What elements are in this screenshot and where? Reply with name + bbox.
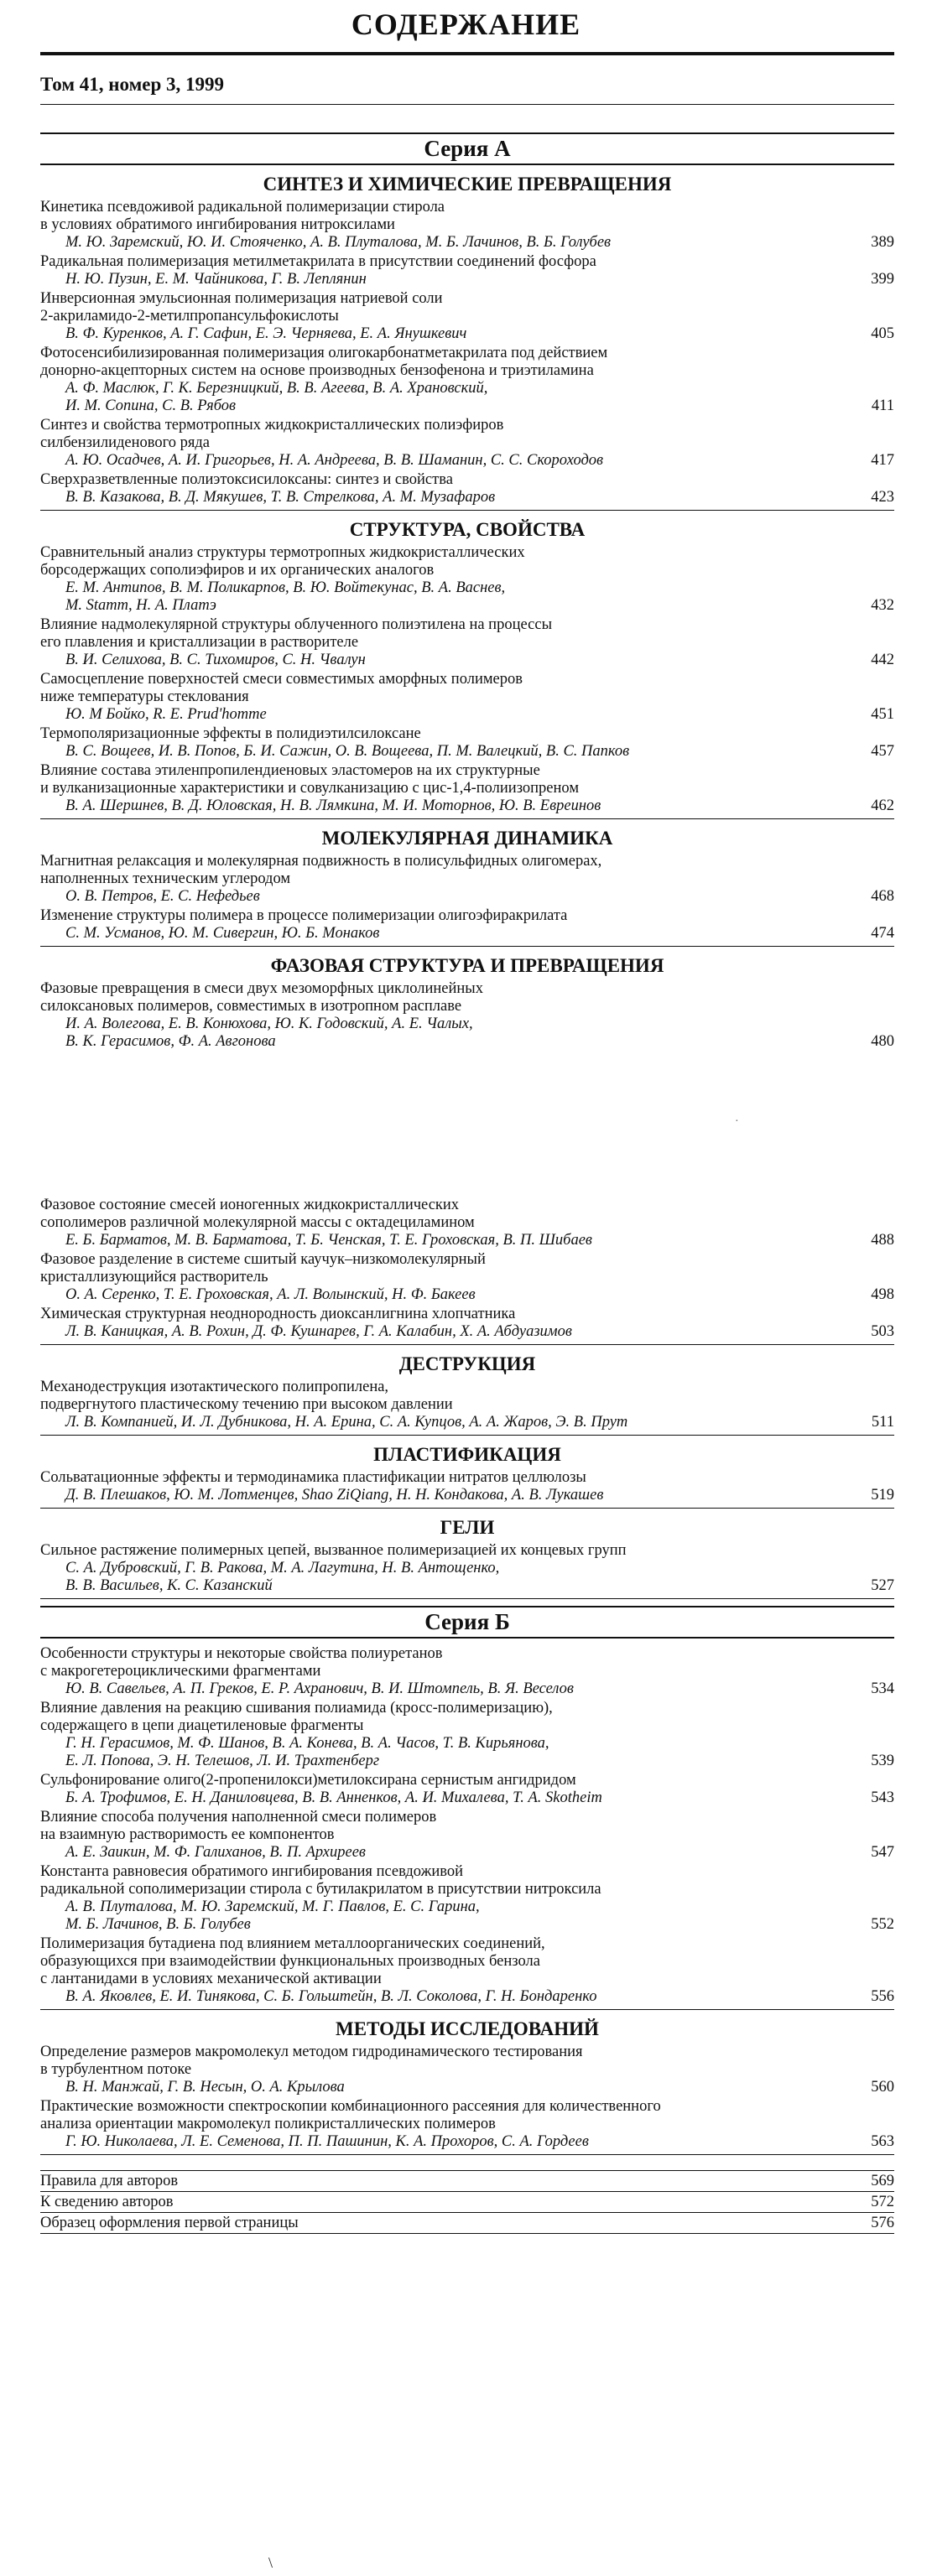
toc-section (40, 1515, 894, 1599)
section-rule (40, 1598, 894, 1599)
issue-line: Том 41, номер 3, 1999 (40, 74, 225, 95)
article-title: Константа равновесия обратимого ингибирования псевдоживой радикальной сополимеризации стирола с бутилакрилатом в присутствии нитроксила (40, 1863, 601, 1898)
article-authors: В. С. Вощеев, И. В. Попов, Б. И. Сажин, О. В. Вощеева, П. М. Валецкий, В. С. Папков (65, 743, 630, 760)
page-number: 519 (871, 1487, 894, 1504)
article-authors: М. Ю. Заремский, Ю. И. Стояченко, А. В. Плуталова, М. Б. Лачинов, В. Б. Голубев (65, 234, 612, 251)
article-title: Фазовые превращения в смеси двух мезоморфных циклолинейных силоксановых полимеров, совместимых в изотропном расплаве (40, 980, 483, 1015)
page-number: 480 (871, 1033, 894, 1050)
article-authors: Ю. В. Савельев, А. П. Греков, Е. Р. Ахранович, В. И. Штомпель, В. Я. Веселов (65, 1680, 574, 1697)
article-title: Фотосенсибилизированная полимеризация олигокарбонатметакрилата под действием донорно-акцепторных систем на основе производных бензофенона и триэтиламина (40, 345, 608, 379)
toc-section (40, 172, 894, 511)
page-number: 552 (871, 1916, 894, 1933)
article-authors: А. В. Плуталова, М. Ю. Заремский, М. Г. Павлов, Е. С. Гарина, М. Б. Лачинов, В. Б. Голубев (65, 1898, 480, 1933)
article-authors: В. А. Шершнев, В. Д. Юловская, Н. В. Лямкина, М. И. Моторнов, Ю. В. Евреинов (65, 797, 601, 814)
footer-mark: \ (268, 2554, 273, 2571)
toc-entry (40, 417, 894, 470)
article-authors: В. В. Казакова, В. Д. Мякушев, Т. В. Стрелкова, А. М. Музафаров (65, 489, 496, 506)
toc-entry (40, 1700, 894, 1770)
page-number: 457 (871, 743, 894, 760)
toc-entry (40, 2044, 894, 2096)
page-number: 534 (871, 1680, 894, 1697)
article-authors: В. Ф. Куренков, А. Г. Сафин, Е. Э. Черняева, Е. А. Янушкевич (65, 325, 467, 342)
page-number: 543 (871, 1789, 894, 1806)
section-heading: МОЛЕКУЛЯРНАЯ ДИНАМИКА (321, 828, 613, 849)
toc-section (40, 1645, 894, 2010)
page-number: 503 (871, 1323, 894, 1340)
article-authors: Г. Н. Герасимов, М. Ф. Шанов, В. А. Конева, В. А. Часов, Т. В. Кирьянова, Е. Л. Попова, Э. Н. Телешов, Л. И. Трахтенберг (65, 1735, 549, 1769)
page-number: 547 (871, 1844, 894, 1861)
section-rule (40, 1508, 894, 1509)
article-authors: В. А. Яковлев, Е. И. Тинякова, С. Б. Гольштейн, В. Л. Соколова, Г. Н. Бондаренко (65, 1988, 597, 2005)
supplementary-label: К сведению авторов (40, 2194, 174, 2210)
section-heading: МЕТОДЫ ИССЛЕДОВАНИЙ (336, 2018, 599, 2039)
section-rule (40, 1344, 894, 1345)
article-authors: А. Ю. Осадчев, А. И. Григорьев, Н. А. Андреева, В. В. Шаманин, С. С. Скороходов (65, 452, 604, 469)
article-authors: Н. Ю. Пузин, Е. М. Чайникова, Г. В. Леплянин (65, 271, 367, 288)
article-title: Синтез и свойства термотропных жидкокристаллических полиэфиров силбензилиденового ряда (40, 417, 504, 451)
margin-mark: · (735, 1115, 739, 1128)
page-number: 462 (871, 797, 894, 814)
toc-entry (40, 1197, 894, 1249)
article-authors: Г. Ю. Николаева, Л. Е. Семенова, П. П. Пашинин, К. А. Прохоров, С. А. Гордеев (65, 2133, 589, 2150)
article-title: Изменение структуры полимера в процессе полимеризации олигоэфиракрилата (40, 907, 568, 924)
toc-entry (40, 616, 894, 669)
article-title: Определение размеров макромолекул методом гидродинамического тестирования в турбулентном потоке (40, 2044, 583, 2078)
issue-rule (40, 104, 894, 105)
toc-entry (40, 1469, 894, 1504)
article-authors: Е. Б. Барматов, М. В. Барматова, Т. Б. Ченская, Т. Е. Гроховская, В. П. Шибаев (65, 1232, 592, 1249)
section-heading: СИНТЕЗ И ХИМИЧЕСКИЕ ПРЕВРАЩЕНИЯ (263, 174, 672, 195)
section-heading: ГЕЛИ (440, 1517, 495, 1538)
toc-entry (40, 980, 894, 1051)
article-authors: О. А. Серенко, Т. Е. Гроховская, А. Л. Волынский, Н. Ф. Бакеев (65, 1286, 476, 1303)
page-number: 389 (871, 234, 894, 251)
section-rule (40, 510, 894, 511)
section-heading: ФАЗОВАЯ СТРУКТУРА И ПРЕВРАЩЕНИЯ (270, 955, 664, 976)
article-title: Самосцепление поверхностей смеси совместимых аморфных полимеров ниже температуры стеклования (40, 671, 523, 705)
page-number: 432 (871, 597, 894, 614)
article-authors: И. А. Волегова, Е. В. Конюхова, Ю. К. Годовский, А. Е. Чалых, В. К. Герасимов, Ф. А. Авгонова (65, 1015, 473, 1050)
page-number: 451 (871, 706, 894, 723)
article-title: Особенности структуры и некоторые свойства полиуретанов с макрогетероциклическими фрагментами (40, 1645, 443, 1680)
title-rule (40, 52, 894, 55)
section-rule (40, 2154, 894, 2155)
article-title: Термополяризационные эффекты в полидиэтилсилоксане (40, 725, 421, 742)
article-title: Влияние способа получения наполненной смеси полимеров на взаимную растворимость ее компонентов (40, 1809, 437, 1843)
section-heading: ДЕСТРУКЦИЯ (398, 1353, 536, 1374)
toc-entry (40, 1809, 894, 1862)
toc-entry (40, 471, 894, 506)
page-number: 576 (871, 2215, 894, 2231)
page-number: 405 (871, 325, 894, 342)
article-authors: Л. В. Каницкая, А. В. Рохин, Д. Ф. Кушнарев, Г. А. Калабин, Х. А. Абдуазимов (65, 1323, 572, 1340)
article-title: Фазовое состояние смесей ионогенных жидкокристаллических сополимеров различной молекулярной массы с октадециламином (40, 1197, 475, 1231)
toc-entry (40, 907, 894, 943)
series-title: Серия Б (40, 1606, 894, 1639)
page-number: 569 (871, 2173, 894, 2189)
toc-entry (40, 725, 894, 761)
article-title: Инверсионная эмульсионная полимеризация натриевой соли 2-акриламидо-2-метилпропансульфокислоты (40, 290, 443, 325)
supplementary-item (40, 2212, 894, 2234)
page-number: 423 (871, 489, 894, 506)
article-authors: Л. В. Компанией, И. Л. Дубникова, Н. А. Ерина, С. А. Купцов, А. А. Жаров, Э. В. Прут (65, 1414, 628, 1431)
toc-entry (40, 1379, 894, 1431)
article-authors: А. Е. Заикин, М. Ф. Галиханов, В. П. Архиреев (65, 1844, 366, 1861)
article-title: Механодеструкция изотактического полипропилена, подвергнутого пластическому течению при высоком давлении (40, 1379, 453, 1413)
page-number: 560 (871, 2079, 894, 2096)
page-number: 399 (871, 271, 894, 288)
article-title: Сильное растяжение полимерных цепей, вызванное полимеризацией их концевых групп (40, 1542, 627, 1559)
article-authors: В. Н. Манжай, Г. В. Несын, О. А. Крылова (65, 2079, 345, 2096)
toc-entry (40, 199, 894, 252)
article-authors: О. В. Петров, Е. С. Нефедьев (65, 888, 260, 905)
toc-section (40, 953, 894, 1345)
blank-space (40, 1052, 894, 1197)
toc-entry (40, 290, 894, 343)
page-number: 527 (871, 1577, 894, 1594)
article-title: Полимеризация бутадиена под влиянием металлоорганических соединений, образующихся при взаимодействии функциональных производных бензола с лантанидами в условиях механической активации (40, 1935, 545, 1987)
toc-entry (40, 671, 894, 724)
page-number: 556 (871, 1988, 894, 2005)
article-title: Сольватационные эффекты и термодинамика пластификации нитратов целлюлозы (40, 1469, 586, 1486)
article-title: Фазовое разделение в системе сшитый каучук–низкомолекулярный кристаллизующийся растворитель (40, 1251, 486, 1285)
toc-entry (40, 1251, 894, 1304)
article-title: Сверхразветвленные полиэтоксисилоксаны: синтез и свойства (40, 471, 453, 488)
toc-section (40, 1442, 894, 1509)
page-number: 511 (871, 1414, 894, 1431)
section-heading: ПЛАСТИФИКАЦИЯ (373, 1444, 561, 1465)
page-number: 468 (871, 888, 894, 905)
toc-section (40, 517, 894, 819)
supplementary-list (40, 2170, 894, 2234)
toc-entry (40, 253, 894, 288)
toc-entry (40, 1935, 894, 2006)
series-title: Серия А (40, 132, 894, 165)
toc-entry (40, 1772, 894, 1807)
article-title: Магнитная релаксация и молекулярная подвижность в полисульфидных олигомерах, наполненных техническим углеродом (40, 853, 602, 887)
toc-section (40, 1352, 894, 1436)
page-number: 411 (871, 397, 894, 414)
supplementary-item (40, 2191, 894, 2212)
page-number: 563 (871, 2133, 894, 2150)
toc-entry (40, 762, 894, 815)
supplementary-label: Образец оформления первой страницы (40, 2215, 299, 2231)
section-rule (40, 818, 894, 819)
toc-section (40, 826, 894, 947)
article-title: Сульфонирование олиго(2-пропенилокси)метилоксирана сернистым ангидридом (40, 1772, 576, 1789)
article-title: Сравнительный анализ структуры термотропных жидкокристаллических борсодержащих сополиэфиров и их органических аналогов (40, 544, 525, 579)
article-title: Кинетика псевдоживой радикальной полимеризации стирола в условиях обратимого ингибирования нитроксилами (40, 199, 445, 233)
article-title: Практические возможности спектроскопии комбинационного рассеяния для количественного анализа ориентации макромолекул поликристаллических полимеров (40, 2098, 661, 2132)
supplementary-label: Правила для авторов (40, 2173, 179, 2189)
article-authors: А. Ф. Маслюк, Г. К. Березницкий, В. В. Агеева, В. А. Храновский, И. М. Сопина, С. В. Рябов (65, 380, 488, 414)
article-title: Влияние состава этиленпропилендиеновых эластомеров на их структурные и вулканизационные характеристики и совулканизацию с цис-1,4-полиизопреном (40, 762, 580, 797)
section-rule (40, 2009, 894, 2010)
supplementary-item (40, 2170, 894, 2191)
article-authors: С. А. Дубровский, Г. В. Ракова, М. А. Лагутина, Н. В. Антощенко, В. В. Васильев, К. С. Казанский (65, 1560, 500, 1594)
article-authors: С. М. Усманов, Ю. М. Сивергин, Ю. Б. Монаков (65, 925, 380, 942)
table-of-contents (40, 132, 894, 2234)
page-title: СОДЕРЖАНИЕ (351, 8, 581, 41)
article-authors: Е. М. Антипов, В. М. Поликарпов, В. Ю. Войтекунас, В. А. Васнев, M. Stamm, Н. А. Платэ (65, 579, 506, 614)
toc-entry (40, 2098, 894, 2151)
page-number: 417 (871, 452, 894, 469)
article-authors: В. И. Селихова, В. С. Тихомиров, С. Н. Чвалун (65, 652, 366, 668)
toc-section (40, 2017, 894, 2155)
toc-entry (40, 345, 894, 415)
article-title: Влияние давления на реакцию сшивания полиамида (кросс-полимеризацию), содержащего в цепи диацетиленовые фрагменты (40, 1700, 553, 1734)
page-number: 539 (871, 1753, 894, 1769)
toc-entry (40, 853, 894, 906)
toc-entry (40, 1306, 894, 1341)
series-block (40, 1606, 894, 2155)
article-title: Влияние надмолекулярной структуры облученного полиэтилена на процессы его плавления и кристаллизации в растворителе (40, 616, 553, 651)
series-block (40, 132, 894, 1599)
toc-entry (40, 1542, 894, 1595)
page-number: 474 (871, 925, 894, 942)
page-number: 442 (871, 652, 894, 668)
toc-entry (40, 1645, 894, 1698)
section-rule (40, 1435, 894, 1436)
article-authors: Ю. М Бойко, R. E. Prud'homme (65, 706, 267, 723)
toc-entry (40, 544, 894, 615)
section-heading: СТРУКТУРА, СВОЙСТВА (349, 519, 586, 540)
article-title: Химическая структурная неоднородность диоксанлигнина хлопчатника (40, 1306, 516, 1322)
toc-entry (40, 1863, 894, 1934)
page-number: 572 (871, 2194, 894, 2210)
article-title: Радикальная полимеризация метилметакрилата в присутствии соединений фосфора (40, 253, 596, 270)
article-authors: Д. В. Плешаков, Ю. М. Лотменцев, Shao ZiQiang, Н. Н. Кондакова, А. В. Лукашев (65, 1487, 604, 1504)
page-number: 498 (871, 1286, 894, 1303)
page-number: 488 (871, 1232, 894, 1249)
section-rule (40, 946, 894, 947)
article-authors: Б. А. Трофимов, Е. Н. Даниловцева, В. В. Анненков, А. И. Михалева, Т. А. Skotheim (65, 1789, 602, 1806)
